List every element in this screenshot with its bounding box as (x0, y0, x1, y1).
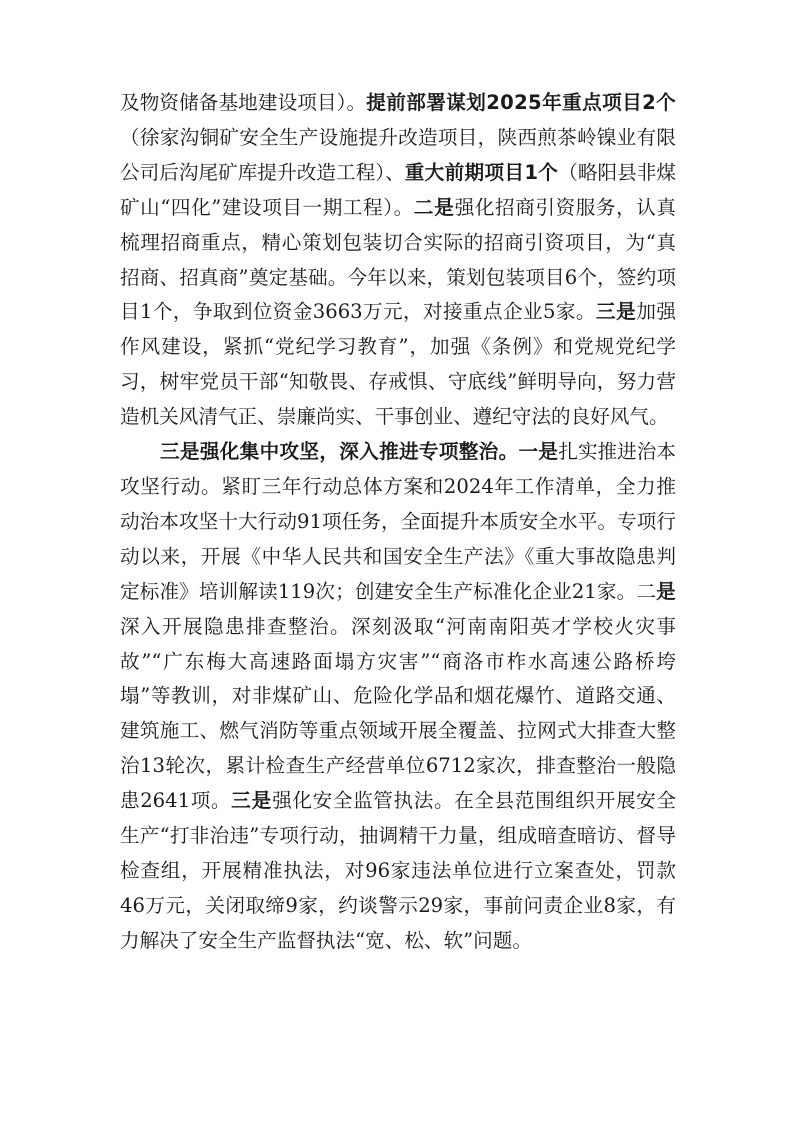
bold-segment: 二是 (413, 195, 455, 219)
text-segment: 深入开展隐患排查整治。深刻汲取“河南南阳英才学校火灾事故”“广东梅大高速路面塌方灾害”“商洛市柞水高速公路桥垮塌”等教训，对非煤矿山、危险化学品和烟花爆竹、道路交通、建筑施工、燃气消防等重点领域开展全覆盖、拉网式大排查大整治13轮次，累计检查生产经营单位6712家次，排查整治一般隐患2641项。 (120, 614, 676, 813)
bold-segment: 一是 (518, 440, 559, 464)
text-segment: 及物资储备基地建设项目）。 (120, 91, 367, 114)
text-segment: （略阳县非煤矿山“四化”建设项目一期工程）。 (120, 160, 676, 219)
text-segment: 加强作风建设，紧抓“党纪学习教育”，加强《条例》和党规党纪学习，树牢党员干部“知敬畏、存戒惧、守底线”鲜明导向，努力营造机关风清气正、崇廉尚实、干事创业、遵纪守法的良好风气。 (120, 300, 677, 429)
section-heading: 三是强化集中攻坚，深入推进专项整治。 (160, 440, 519, 464)
paragraph-projects-and-work-style (120, 86, 676, 435)
text-segment: 强化招商引资服务，认真梳理招商重点，精心策划包装切合实际的招商引资项目，为“真招商、招真商”奠定基础。今年以来，策划包装项目6个，签约项目1个，争取到位资金3663万元，对接重点企业5家。 (120, 195, 677, 324)
text-segment: 扎实推进治本攻坚行动。紧盯三年行动总体方案和2024年工作清单，全力推动治本攻坚十大行动91项任务，全面提升本质安全水平。专项行动以来，开展《中华人民共和国安全生产法》《重大事故隐患判定标准》培训解读119次；创建安全生产标准化企业21家。二 (120, 440, 676, 603)
text-segment: 强化安全监管执法。在全县范围组织开展安全生产“打非治违”专项行动，抽调精干力量，组成暗查暗访、督导检查组，开展精准执法，对96家违法单位进行立案查处，罚款46万元，关闭取缔9家，约谈警示29家，事前问责企业8家，有力解决了安全生产监督执法“宽、松、软”问题。 (120, 789, 676, 952)
paragraph-special-rectification (120, 435, 676, 959)
document-body (120, 86, 676, 959)
bold-segment: 三是 (595, 300, 637, 324)
bold-segment: 提前部署谋划2025年重点项目2个 (366, 91, 676, 114)
bold-segment: 是 (656, 579, 676, 603)
bold-segment: 三是 (231, 789, 273, 813)
bold-segment: 重大前期项目1个 (404, 160, 559, 184)
text-segment: （徐家沟铜矿安全生产设施提升改造项目，陕西煎茶岭镍业有限公司后沟尾矿库提升改造工程）、 (120, 125, 676, 184)
